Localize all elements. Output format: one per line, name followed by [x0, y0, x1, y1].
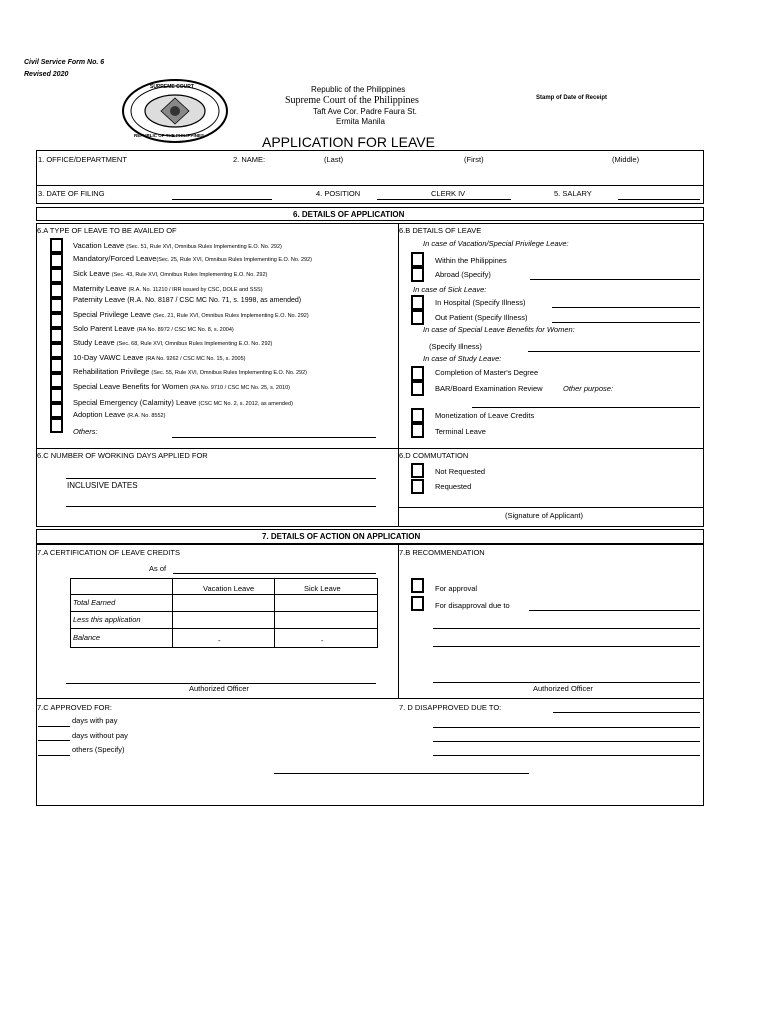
requested-checkbox[interactable] [411, 479, 424, 494]
disapproved-reason-field-3[interactable] [433, 741, 700, 742]
within-ph-label: Within the Philippines [435, 256, 507, 265]
form-revised: Revised 2020 [24, 71, 69, 78]
last-name-label: (Last) [324, 155, 344, 164]
requested-label: Requested [435, 482, 472, 491]
women-leave-checkbox[interactable] [50, 388, 63, 403]
inclusive-dates-label: INCLUSIVE DATES [67, 481, 138, 490]
inclusive-dates-field[interactable] [66, 506, 376, 507]
bar-review-checkbox[interactable] [411, 381, 424, 396]
section-7d-title: 7. D DISAPPROVED DUE TO: [399, 703, 502, 712]
seal-top-text: SUPREME COURT [150, 84, 194, 90]
seal-bottom-text: REPUBLIC OF THE PHILIPPINES [134, 133, 205, 138]
date-filing-label: 3. DATE OF FILING [38, 189, 105, 198]
specify-illness-label: (Specify Illness) [429, 342, 482, 351]
monetization-label: Monetization of Leave Credits [435, 411, 535, 420]
section-7-title: 7. DETAILS OF ACTION ON APPLICATION [262, 532, 421, 541]
authorized-officer-a: Authorized Officer [189, 684, 249, 693]
not-requested-checkbox[interactable] [411, 463, 424, 478]
special-privilege-checkbox[interactable] [50, 313, 63, 328]
disapproval-reason-field-1[interactable] [529, 610, 700, 611]
republic-line: Republic of the Philippines [311, 85, 406, 94]
others-specify-field[interactable] [38, 755, 70, 756]
in-hospital-label: In Hospital (Specify Illness) [435, 298, 526, 307]
section-6c-title: 6.C NUMBER OF WORKING DAYS APPLIED FOR [37, 451, 208, 460]
as-of-label: As of [149, 564, 167, 573]
leave-type-item: 10-Day VAWC Leave (RA No. 9262 / CSC MC No. 15, s. 2005) [73, 353, 246, 362]
days-without-pay-field[interactable] [38, 740, 70, 741]
disapproved-reason-field-2[interactable] [433, 727, 700, 728]
abroad-field[interactable] [530, 279, 700, 280]
salary-label: 5. SALARY [554, 189, 592, 198]
calamity-leave-checkbox[interactable] [50, 403, 63, 418]
within-ph-checkbox[interactable] [411, 252, 424, 267]
days-with-pay-field[interactable] [38, 726, 70, 727]
for-approval-checkbox[interactable] [411, 578, 424, 593]
personal-info-box [36, 150, 704, 204]
name-label: 2. NAME: [233, 155, 266, 164]
study-leave-checkbox[interactable] [50, 343, 63, 358]
for-disapproval-label: For disapproval due to [435, 601, 510, 610]
other-purpose-field[interactable] [472, 407, 700, 408]
sick-leave-checkbox[interactable] [50, 268, 63, 283]
row-total-earned: Total Earned [73, 598, 116, 607]
leave-type-item: Adoption Leave (R.A. No. 8552) [73, 410, 166, 419]
vacation-heading: In case of Vacation/Special Privilege Leave: [423, 239, 569, 248]
section-6d-title: 6.D COMMUTATION [399, 451, 469, 460]
balance-sick: - [321, 636, 324, 645]
leave-type-item: Special Emergency (Calamity) Leave (CSC MC No. 2, s. 2012, as amended) [73, 398, 293, 407]
leave-credits-table [70, 578, 378, 648]
salary-field[interactable] [618, 199, 700, 200]
bar-review-label: BAR/Board Examination Review [435, 384, 543, 393]
leave-type-item: Special Leave Benefits for Women (RA No. 9710 / CSC MC No. 25, s. 2010) [73, 382, 290, 391]
leave-type-item: Rehabilitation Privilege (Sec. 55, Rule XVI, Omnibus Rules Implementing E.O. No. 292) [73, 367, 307, 376]
position-label: 4. POSITION [316, 189, 361, 198]
others-specify-label: others (Specify) [72, 745, 125, 754]
adoption-leave-checkbox[interactable] [50, 418, 63, 433]
monetization-checkbox[interactable] [411, 408, 424, 423]
terminal-leave-label: Terminal Leave [435, 427, 486, 436]
section-6-title: 6. DETAILS OF APPLICATION [293, 210, 405, 219]
solo-parent-checkbox[interactable] [50, 328, 63, 343]
col-vacation-header: Vacation Leave [203, 584, 255, 593]
vawc-leave-checkbox[interactable] [50, 358, 63, 373]
out-patient-label: Out Patient (Specify Illness) [435, 313, 528, 322]
address-line-1: Taft Ave Cor. Padre Faura St. [313, 107, 417, 116]
leave-type-item: Study Leave (Sec. 68, Rule XVI, Omnibus Rules Implementing E.O. No. 292) [73, 338, 273, 347]
disapproval-reason-field-2[interactable] [433, 628, 700, 629]
form-number: Civil Service Form No. 6 [24, 59, 105, 66]
section-6a-title: 6.A TYPE OF LEAVE TO BE AVAILED OF [37, 226, 177, 235]
address-line-2: Ermita Manila [336, 117, 385, 126]
col-sick-header: Sick Leave [304, 584, 341, 593]
for-approval-label: For approval [435, 584, 478, 593]
first-name-label: (First) [464, 155, 484, 164]
disapproval-reason-field-3[interactable] [433, 646, 700, 647]
other-purpose-label: Other purpose: [563, 384, 614, 393]
as-of-field[interactable] [173, 573, 376, 574]
row-balance: Balance [73, 633, 101, 642]
study-heading: In case of Study Leave: [423, 354, 502, 363]
terminal-leave-checkbox[interactable] [411, 423, 424, 438]
days-without-pay-label: days without pay [72, 731, 128, 740]
disapproved-reason-field-1[interactable] [553, 712, 700, 713]
disapproved-reason-field-4[interactable] [433, 755, 700, 756]
not-requested-label: Not Requested [435, 467, 486, 476]
mandatory-leave-checkbox[interactable] [50, 253, 63, 268]
section-6b-title: 6.B DETAILS OF LEAVE [399, 226, 482, 235]
court-name: Supreme Court of the Philippines [285, 95, 419, 106]
applicant-signature-label: (Signature of Applicant) [505, 511, 583, 520]
for-disapproval-checkbox[interactable] [411, 596, 424, 611]
women-heading: In case of Special Leave Benefits for Women: [423, 325, 575, 334]
masters-checkbox[interactable] [411, 366, 424, 381]
leave-type-item: Special Privilege Leave (Sec. 21, Rule XVI, Omnibus Rules Implementing E.O. No. 292) [73, 310, 309, 319]
working-days-field[interactable] [66, 478, 376, 479]
row-less-application: Less this application [73, 615, 141, 624]
paternity-leave-checkbox[interactable] [50, 298, 63, 313]
leave-type-item: Solo Parent Leave (RA No. 8972 / CSC MC No. 8, s. 2004) [73, 324, 234, 333]
others-field[interactable] [172, 437, 376, 438]
leave-type-item: Sick Leave (Sec. 43, Rule XVI, Omnibus Rules Implementing E.O. No. 292) [73, 269, 268, 278]
others-label: Others: [73, 427, 98, 436]
section-7a-title: 7.A CERTIFICATION OF LEAVE CREDITS [37, 548, 180, 557]
sick-heading: In case of Sick Leave: [413, 285, 487, 294]
in-hospital-field[interactable] [552, 307, 700, 308]
out-patient-field[interactable] [552, 322, 700, 323]
leave-type-item: Maternity Leave (R.A. No. 11210 / IRR issued by CSC, DOLE and SSS) [73, 284, 263, 293]
balance-vacation: - [218, 636, 221, 645]
officer-b-signature-line[interactable] [433, 682, 700, 683]
leave-type-item: Paternity Leave (R.A. No. 8187 / CSC MC No. 71, s. 1998, as amended) [73, 295, 302, 304]
stamp-label: Stamp of Date of Receipt [536, 95, 608, 101]
approving-authority-signature[interactable] [274, 773, 529, 774]
position-value[interactable]: CLERK IV [431, 189, 466, 198]
masters-label: Completion of Master's Degree [435, 368, 539, 377]
in-hospital-checkbox[interactable] [411, 295, 424, 310]
date-filing-field[interactable] [172, 199, 272, 200]
leave-type-item: Mandatory/Forced Leave(Sec. 25, Rule XVI, Omnibus Rules Implementing E.O. No. 292) [73, 254, 312, 263]
abroad-label: Abroad (Specify) [435, 270, 491, 279]
abroad-checkbox[interactable] [411, 267, 424, 282]
days-with-pay-label: days with pay [72, 716, 118, 725]
form-title: APPLICATION FOR LEAVE [262, 134, 435, 150]
authorized-officer-b: Authorized Officer [533, 684, 593, 693]
middle-name-label: (Middle) [612, 155, 640, 164]
leave-type-item: Vacation Leave (Sec. 51, Rule XVI, Omnibus Rules Implementing E.O. No. 292) [73, 241, 282, 250]
section-7c-title: 7.C APPROVED FOR: [37, 703, 113, 712]
office-label: 1. OFFICE/DEPARTMENT [38, 155, 127, 164]
section-7b-title: 7.B RECOMMENDATION [399, 548, 485, 557]
rehabilitation-checkbox[interactable] [50, 373, 63, 388]
out-patient-checkbox[interactable] [411, 310, 424, 325]
specify-illness-field[interactable] [528, 351, 700, 352]
vacation-leave-checkbox[interactable] [50, 238, 63, 253]
maternity-leave-checkbox[interactable] [50, 283, 63, 298]
